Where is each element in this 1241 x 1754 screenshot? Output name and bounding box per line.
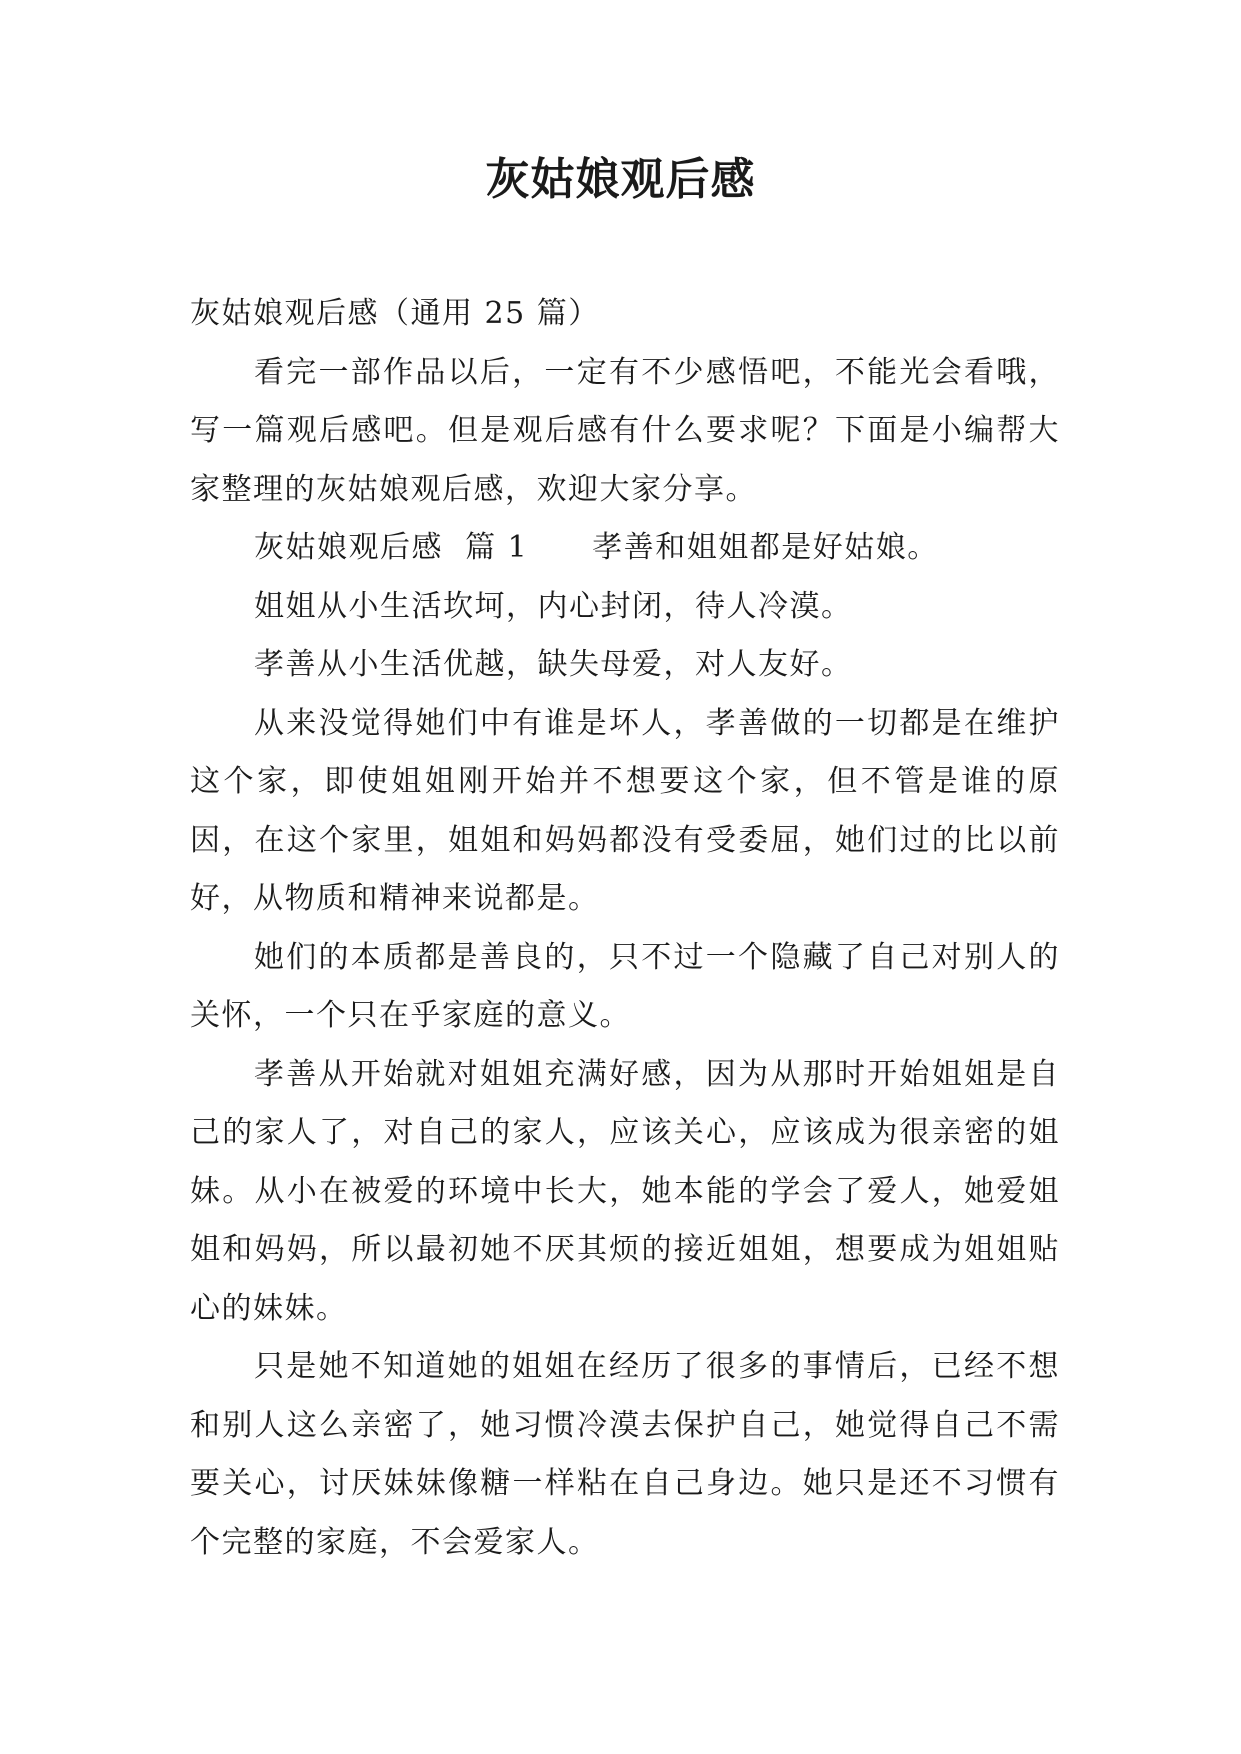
section-label: 灰姑娘观后感 篇 1 <box>254 530 529 565</box>
section-first-line: 孝善和姐姐都是好姑娘。 <box>592 530 939 565</box>
paragraph: 孝善从开始就对姐姐充满好感，因为从那时开始姐姐是自己的家人了，对自己的家人，应该关心，应该成为很亲密的姐妹。从小在被爱的环境中长大，她本能的学会了爱人，她爱姐姐和妈妈，所以最初她不厌其烦的接近姐姐，想要成为姐姐贴心的妹妹。 <box>190 1056 1060 1326</box>
section-heading-line <box>190 519 1060 578</box>
paragraph: 姐姐从小生活坎坷，内心封闭，待人冷漠。 <box>254 588 853 624</box>
document-subtitle: 灰姑娘观后感（通用 25 篇） <box>190 296 600 331</box>
paragraph: 孝善从小生活优越，缺失母爱，对人友好。 <box>254 647 853 682</box>
paragraph: 她们的本质都是善良的，只不过一个隐藏了自己对别人的关怀，一个只在乎家庭的意义。 <box>190 939 1060 1033</box>
paragraph: 只是她不知道她的姐姐在经历了很多的事情后，已经不想和别人这么亲密了，她习惯冷漠去保护自己，她觉得自己不需要关心，讨厌妹妹像糖一样粘在自己身边。她只是还不习惯有个完整的家庭，不会爱家人。 <box>190 1349 1060 1560</box>
paragraph: 从来没觉得她们中有谁是坏人，孝善做的一切都是在维护这个家，即使姐姐刚开始并不想要这个家，但不管是谁的原因，在这个家里，姐姐和妈妈都没有受委屈，她们过的比以前好，从物质和精神来说都是。 <box>190 705 1060 916</box>
document-body <box>190 285 1060 1572</box>
document-title: 灰姑娘观后感 <box>485 154 756 205</box>
intro-paragraph: 看完一部作品以后，一定有不少感悟吧，不能光会看哦，写一篇观后感吧。但是观后感有什么要求呢？下面是小编帮大家整理的灰姑娘观后感，欢迎大家分享。 <box>190 354 1060 507</box>
